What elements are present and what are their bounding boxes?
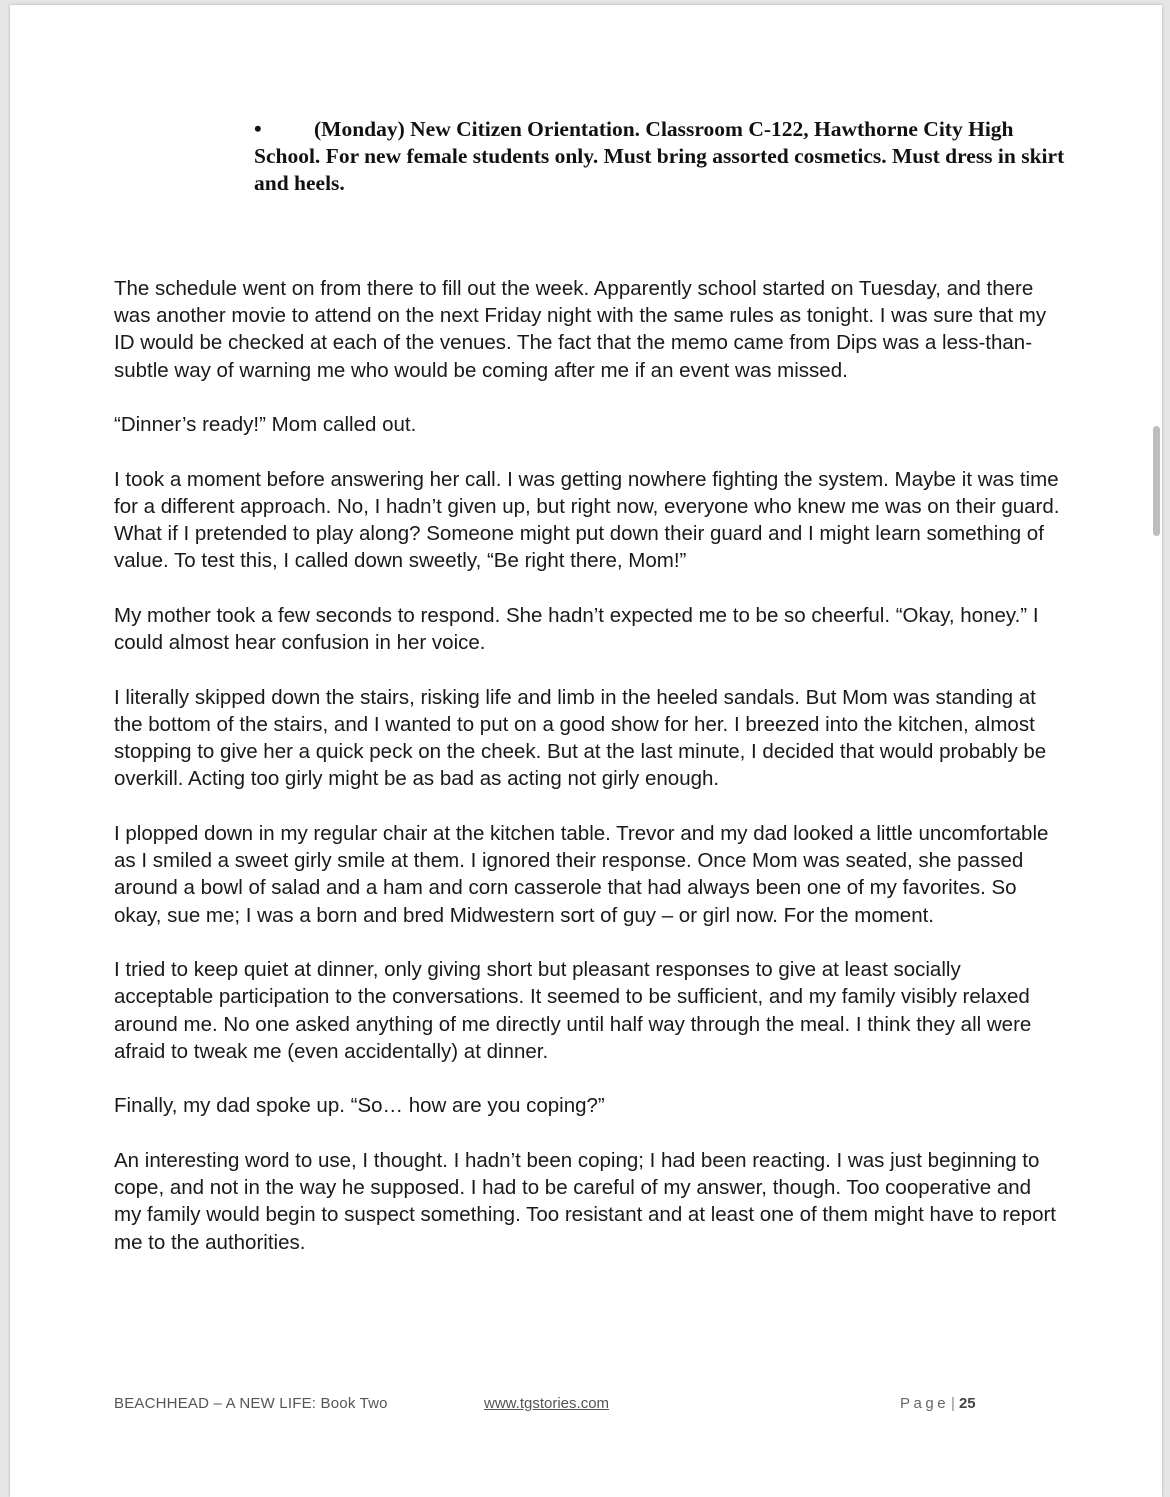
footer-page-indicator	[900, 1395, 976, 1412]
document-page	[10, 5, 1162, 1497]
page-separator: |	[951, 1395, 955, 1412]
paragraph: My mother took a few seconds to respond. She hadn’t expected me to be so cheerful. “Okay, honey.” I could almost hear confusion in her voice.	[114, 604, 1039, 655]
body-text	[114, 275, 1064, 1283]
paragraph: Finally, my dad spoke up. “So… how are you coping?”	[114, 1094, 605, 1118]
page-number: 25	[958, 1395, 976, 1412]
bullet-text: (Monday) New Citizen Orientation. Classroom C-122, Hawthorne City High School. For new female students only. Must bring assorted cosmetics. Must dress in skirt and heels.	[254, 117, 1065, 195]
paragraph: I took a moment before answering her call. I was getting nowhere fighting the system. Maybe it was time for a different approach. No, I hadn’t given up, but right now, everyone who knew me was on their guard. What if I pretended to play along? Someone might put down their guard and I might learn something of value. To test this, I called down sweetly, “Be right there, Mom!”	[114, 467, 1060, 573]
schedule-bullet-item	[254, 115, 1074, 197]
paragraph: I tried to keep quiet at dinner, only giving short but pleasant responses to give at least socially acceptable participation to the conversations. It seemed to be sufficient, and my family visibly relaxed around me. No one asked anything of me directly until half way through the meal. I think they all were afraid to tweak me (even accidentally) at dinner.	[114, 958, 1032, 1063]
paragraph: The schedule went on from there to fill out the week. Apparently school started on Tuesday, and there was another movie to attend on the next Friday night with the same rules as tonight. I was sure that my ID would be checked at each of the venues. The fact that the memo came from Dips was a less-than-subtle way of warning me who would be coming after me if an event was missed.	[114, 277, 1047, 382]
paragraph: I literally skipped down the stairs, risking life and limb in the heeled sandals. But Mom was standing at the bottom of the stairs, and I wanted to put on a good show for her. I breezed into the kitchen, almost stopping to give her a quick peck on the cheek. But at the last minute, I decided that would probably be overkill. Acting too girly might be as bad as acting not girly enough.	[114, 685, 1047, 791]
scrollbar-thumb[interactable]	[1153, 426, 1160, 536]
footer-website-link[interactable]: www.tgstories.com	[484, 1395, 610, 1412]
bullet-dot-icon: •	[254, 116, 262, 141]
page-label: Page	[900, 1395, 950, 1412]
paragraph: I plopped down in my regular chair at the kitchen table. Trevor and my dad looked a little uncomfortable as I smiled a sweet girly smile at them. I ignored their response. Once Mom was seated, she passed around a bowl of salad and a ham and corn casserole that had always been one of my favorites. So okay, sue me; I was a born and bred Midwestern sort of guy – or girl now. For the moment.	[114, 822, 1049, 927]
paragraph: An interesting word to use, I thought. I hadn’t been coping; I had been reacting. I was just beginning to cope, and not in the way he supposed. I had to be careful of my answer, though. Too cooperative and my family would begin to suspect something. Too resistant and at least one of them might have to report me to the authorities.	[114, 1149, 1056, 1254]
footer-book-title: BEACHHEAD – A NEW LIFE: Book Two	[114, 1395, 388, 1412]
page-footer	[114, 1395, 1014, 1417]
paragraph: “Dinner’s ready!” Mom called out.	[114, 413, 417, 437]
